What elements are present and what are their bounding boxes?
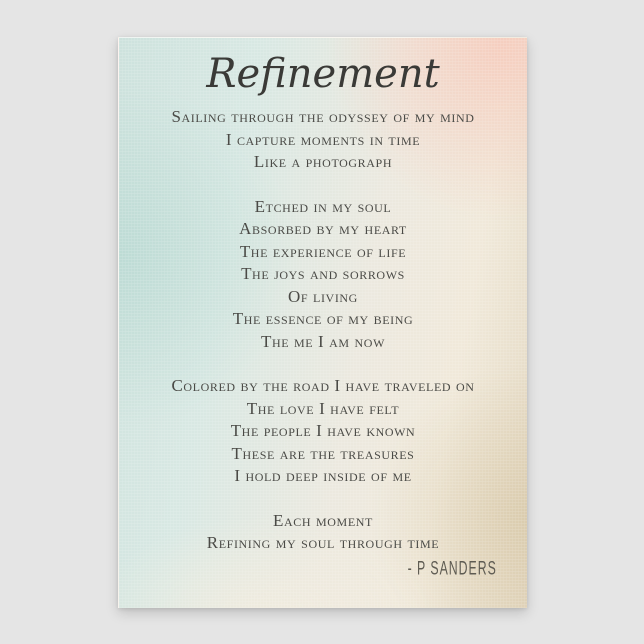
poem-line: Sailing through the odyssey of my mind: [171, 107, 475, 126]
poem-line: Like a photograph: [253, 152, 393, 171]
poem-line: Of living: [288, 286, 358, 306]
poem-title: Refinement: [206, 51, 440, 97]
poem-line: The experience of life: [239, 241, 407, 261]
poem-line: Colored by the road I have traveled on: [171, 376, 475, 395]
poem-line: I capture moments in time: [225, 129, 421, 149]
poem-line: Etched in my soul: [254, 196, 392, 216]
poem-line: Absorbed by my heart: [239, 219, 407, 238]
poem-line: The me I am now: [260, 331, 386, 351]
stanza-3: [119, 375, 527, 488]
poem-card: [118, 37, 527, 608]
poem-line: The love I have felt: [246, 398, 400, 418]
poem-body: [119, 106, 527, 555]
stanza-2: [119, 196, 527, 354]
poem-card-content: [119, 38, 527, 608]
poem-line: These are the treasures: [231, 443, 415, 463]
stanza-4: [119, 510, 527, 555]
poem-line: The joys and sorrows: [241, 264, 405, 283]
author-signature: [119, 557, 527, 579]
poem-line: The essence of my being: [232, 309, 414, 328]
poem-line: The people I have known: [230, 421, 416, 440]
stanza-1: [119, 106, 527, 174]
poem-line: Refining my soul through time: [206, 533, 440, 552]
author-signature-text: - P SANDERS: [407, 557, 497, 579]
poem-line: I hold deep inside of me: [234, 466, 412, 485]
poem-line: Each moment: [273, 510, 373, 530]
